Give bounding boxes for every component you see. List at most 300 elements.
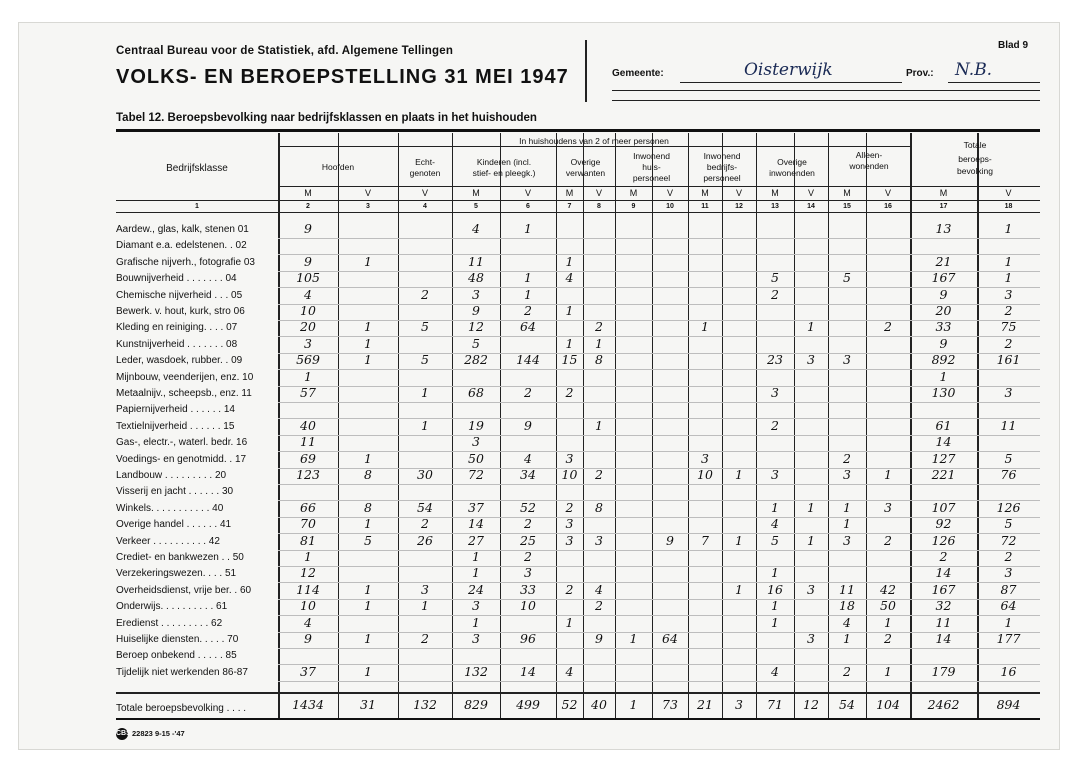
- table-cell: 1: [421, 598, 429, 614]
- table-cell: 2: [595, 467, 603, 482]
- table-cell: 81: [300, 532, 316, 548]
- sex-label: M: [701, 188, 709, 198]
- table-cell: 1: [771, 614, 779, 630]
- sex-label: V: [595, 188, 602, 198]
- sex-label: V: [1005, 188, 1012, 198]
- col-heading-echt2: genoten: [409, 168, 441, 178]
- table-cell: 1: [364, 319, 372, 335]
- table-cell: 64: [520, 319, 536, 335]
- column-number: 10: [666, 203, 674, 210]
- table-cell: 2: [843, 450, 851, 466]
- table-cell: 5: [843, 270, 851, 286]
- table-cell: 1: [364, 581, 372, 597]
- table-cell: 57: [300, 385, 316, 400]
- table-cell: 1: [771, 598, 779, 614]
- form-title: VOLKS- EN BEROEPSTELLING 31 MEI 1947: [116, 66, 569, 88]
- table-cell: 9: [939, 335, 948, 351]
- table-cell: 14: [520, 663, 536, 679]
- column-number: 1: [195, 203, 199, 210]
- total-cell: 829: [464, 697, 488, 712]
- table-cell: 33: [935, 319, 952, 335]
- table-cell: 8: [364, 499, 372, 515]
- table-cell: 1: [565, 253, 574, 269]
- table-cell: 61: [935, 417, 952, 433]
- municipality-value: Oisterwijk: [744, 60, 833, 80]
- row-label: Voedings- en genotmidd. . 17: [116, 453, 247, 465]
- table-cell: 12: [468, 319, 484, 335]
- table-cell: 2: [524, 516, 532, 532]
- table-cell: 2: [771, 417, 779, 433]
- table-cell: 14: [935, 434, 952, 450]
- table-cell: 4: [843, 614, 851, 630]
- sex-label: M: [565, 188, 574, 198]
- total-cell: 31: [360, 697, 376, 712]
- table-cell: 1: [304, 368, 312, 384]
- table-cell: 3: [304, 335, 312, 351]
- table-cell: 144: [516, 352, 540, 368]
- table-cell: 3: [565, 532, 574, 548]
- row-label: Winkels. . . . . . . . . . . 40: [116, 502, 224, 514]
- table-cell: 1: [939, 368, 948, 384]
- table-cell: 132: [464, 663, 488, 679]
- table-cell: 1: [1004, 253, 1013, 269]
- table-cell: 9: [304, 631, 312, 646]
- table-cell: 72: [1000, 532, 1017, 548]
- table-cell: 1: [364, 598, 372, 614]
- total-cell: 71: [767, 697, 783, 712]
- table-cell: 2: [884, 319, 892, 335]
- table-cell: 1: [595, 417, 603, 433]
- table-bottom-rule: [116, 718, 1040, 720]
- table-cell: 50: [880, 598, 896, 614]
- table-cell: 4: [472, 221, 480, 236]
- table-cell: 92: [935, 516, 952, 532]
- table-cell: 66: [300, 499, 316, 515]
- table-cell: 10: [697, 467, 713, 482]
- table-cell: 1: [565, 614, 574, 630]
- table-cell: 69: [300, 450, 316, 466]
- sex-label: V: [524, 188, 531, 198]
- table-cell: 27: [468, 532, 484, 548]
- table-cell: 26: [417, 532, 433, 548]
- table-cell: 14: [935, 565, 952, 581]
- table-cell: 1: [595, 335, 603, 351]
- table-cell: 25: [520, 532, 536, 548]
- total-cell: 1: [629, 697, 638, 712]
- table-cell: 1: [735, 532, 743, 548]
- table-cell: 3: [565, 450, 574, 466]
- table-cell: 52: [520, 499, 536, 515]
- table-cell: 64: [662, 631, 678, 646]
- row-label: Overheidsdienst, vrije ber. . 60: [116, 584, 252, 596]
- table-cell: 177: [996, 631, 1021, 646]
- column-number: 4: [423, 203, 427, 210]
- table-cell: 1: [1004, 614, 1013, 630]
- table-cell: 569: [296, 352, 320, 368]
- column-number: 15: [843, 203, 851, 210]
- table-cell: 3: [843, 532, 851, 548]
- table-cell: 3: [565, 516, 574, 532]
- col-heading-alleen1: Alleen-: [855, 150, 883, 160]
- col-heading-inw1: Overige: [777, 157, 807, 167]
- table-cell: 5: [472, 335, 480, 351]
- province-line: [948, 82, 1040, 83]
- header-divider: [585, 40, 587, 102]
- table-cell: 9: [666, 532, 674, 548]
- table-cell: 3: [843, 352, 851, 368]
- row-rule: [278, 484, 1040, 485]
- table-cell: 1: [884, 614, 892, 630]
- table-cell: 1: [565, 335, 574, 351]
- table-cell: 1: [565, 303, 574, 318]
- table-cell: 11: [1000, 417, 1017, 433]
- column-rule: [722, 133, 723, 718]
- total-cell: 1434: [292, 697, 324, 712]
- table-cell: 3: [1004, 385, 1013, 400]
- organization-name: Centraal Bureau voor de Statistiek, afd. Algemene Tellingen: [116, 45, 454, 57]
- column-number: 5: [474, 203, 478, 210]
- table-cell: 4: [771, 516, 779, 532]
- total-cell: 73: [662, 697, 678, 712]
- totals-label: Totale beroepsbevolking . . . .: [116, 703, 247, 714]
- table-cell: 1: [701, 319, 709, 335]
- table-cell: 32: [935, 598, 952, 614]
- table-cell: 5: [364, 532, 372, 548]
- table-cell: 2: [595, 319, 603, 335]
- table-cell: 1: [304, 549, 312, 564]
- table-cell: 105: [296, 270, 320, 286]
- table-cell: 123: [296, 467, 320, 482]
- table-cell: 2: [1004, 335, 1013, 351]
- table-cell: 24: [468, 581, 484, 597]
- table-cell: 2: [421, 516, 429, 532]
- table-cell: 1: [629, 631, 638, 646]
- table-cell: 4: [304, 614, 312, 630]
- table-cell: 20: [935, 303, 952, 318]
- table-cell: 68: [468, 385, 484, 400]
- sex-label: M: [629, 188, 638, 198]
- table-cell: 37: [468, 499, 484, 515]
- table-cell: 3: [884, 499, 892, 515]
- table-cell: 1: [843, 499, 851, 515]
- table-cell: 4: [771, 663, 779, 679]
- table-cell: 5: [421, 352, 429, 368]
- table-cell: 282: [464, 352, 488, 368]
- table-cell: 3: [472, 598, 480, 614]
- row-label: Crediet- en bankwezen . . 50: [116, 552, 244, 563]
- column-number: 9: [631, 203, 636, 210]
- table-cell: 1: [524, 221, 532, 236]
- column-number: 13: [771, 203, 779, 210]
- col-heading-inw2: inwonenden: [769, 168, 815, 178]
- row-rule: [278, 681, 1040, 682]
- col-heading-tot3: bevolking: [957, 166, 993, 176]
- table-cell: 2: [1004, 303, 1013, 318]
- table-cell: 4: [565, 663, 574, 679]
- header-rule: [612, 90, 1040, 91]
- sex-label: M: [939, 188, 948, 198]
- total-cell: 132: [413, 697, 437, 712]
- table-cell: 3: [771, 467, 779, 482]
- table-cell: 5: [771, 270, 779, 286]
- table-cell: 5: [771, 532, 779, 548]
- table-cell: 19: [468, 417, 484, 433]
- group-heading: In huishoudens van 2 of meer personen: [519, 136, 669, 146]
- table-cell: 23: [767, 352, 783, 368]
- header-rule: [278, 212, 1040, 213]
- table-cell: 7: [701, 532, 709, 548]
- municipality-line: [680, 82, 902, 83]
- table-cell: 2: [524, 385, 532, 400]
- column-number: 16: [884, 203, 892, 210]
- row-label: Bewerk. v. hout, kurk, stro 06: [116, 306, 245, 317]
- table-cell: 16: [1000, 663, 1017, 679]
- table-cell: 2: [595, 598, 603, 614]
- table-cell: 1: [884, 467, 892, 482]
- table-cell: 3: [701, 450, 709, 466]
- col-heading-kind1: Kinderen (incl.: [476, 157, 532, 167]
- table-cell: 221: [931, 467, 956, 482]
- table-cell: 1: [843, 516, 851, 532]
- row-label: Gas-, electr.-, waterl. bedr. 16: [116, 437, 248, 449]
- table-cell: 3: [843, 467, 851, 482]
- cbs-logo-icon: CBS: [116, 728, 128, 740]
- row-label: Kleding en reiniging. . . . 07: [116, 322, 238, 334]
- row-label: Diamant e.a. edelstenen. . 02: [116, 240, 247, 252]
- sex-label: V: [807, 188, 814, 198]
- column-number: 12: [735, 203, 743, 210]
- table-cell: 2: [939, 549, 948, 564]
- row-label: Bouwnijverheid . . . . . . . 04: [116, 273, 237, 285]
- table-cell: 9: [595, 631, 603, 646]
- col-heading-echt1: Echt-: [415, 157, 435, 167]
- row-label: Overige handel . . . . . . 41: [116, 519, 232, 531]
- table-cell: 3: [472, 286, 480, 302]
- row-label: Landbouw . . . . . . . . . 20: [116, 470, 227, 481]
- table-cell: 1: [735, 467, 743, 482]
- table-cell: 1: [421, 417, 429, 433]
- table-cell: 3: [472, 631, 480, 646]
- sex-label: V: [666, 188, 673, 198]
- col-heading-alleen2: wonenden: [849, 161, 889, 171]
- table-cell: 1: [524, 286, 532, 302]
- sheet-number: Blad 9: [998, 40, 1029, 51]
- table-cell: 10: [300, 303, 316, 318]
- table-cell: 34: [520, 467, 536, 482]
- table-cell: 1: [472, 549, 480, 564]
- table-cell: 1: [524, 270, 532, 286]
- table-cell: 8: [364, 467, 372, 482]
- row-label: Onderwijs. . . . . . . . . . 61: [116, 601, 228, 613]
- table-cell: 12: [300, 565, 316, 581]
- table-cell: 3: [472, 434, 480, 450]
- table-cell: 9: [304, 221, 312, 236]
- table-cell: 21: [935, 253, 952, 269]
- table-cell: 2: [524, 549, 532, 564]
- table-cell: 2: [565, 581, 574, 597]
- table-cell: 3: [421, 581, 429, 597]
- table-cell: 10: [520, 598, 536, 614]
- table-cell: 114: [296, 581, 320, 597]
- col-heading-huis2: huis-: [642, 162, 661, 172]
- table-cell: 1: [771, 499, 779, 515]
- header-rule: [116, 212, 278, 213]
- table-cell: 48: [468, 270, 484, 286]
- table-cell: 11: [935, 614, 952, 630]
- row-label: Beroep onbekend . . . . . 85: [116, 650, 237, 662]
- col-heading-bedr2: bedrijfs-: [706, 162, 738, 172]
- sex-label: V: [421, 188, 428, 198]
- province-value: N.B.: [955, 60, 993, 80]
- table-cell: 1: [843, 631, 851, 646]
- col-heading-huis1: Inwonend: [633, 151, 670, 161]
- sex-label: M: [771, 188, 779, 198]
- table-cell: 8: [595, 499, 603, 515]
- table-cell: 130: [931, 385, 956, 400]
- totals-rule: [116, 692, 1040, 694]
- table-cell: 1: [364, 450, 372, 466]
- table-cell: 14: [935, 631, 952, 646]
- sex-label: V: [364, 188, 371, 198]
- row-label: Mijnbouw, veenderijen, enz. 10: [116, 371, 254, 383]
- total-cell: 40: [591, 697, 607, 712]
- column-number: 11: [701, 203, 709, 210]
- row-label: Textielnijverheid . . . . . . 15: [116, 420, 235, 432]
- table-cell: 2: [421, 286, 429, 302]
- table-cell: 1: [472, 565, 480, 581]
- table-cell: 892: [931, 352, 956, 368]
- table-cell: 126: [996, 499, 1021, 515]
- table-cell: 127: [931, 450, 956, 466]
- row-rule: [278, 402, 1040, 403]
- column-number: 2: [306, 203, 310, 210]
- table-cell: 1: [1004, 270, 1013, 286]
- table-cell: 1: [364, 335, 372, 351]
- table-cell: 1: [807, 532, 815, 548]
- row-label: Aardew., glas, kalk, stenen 01: [116, 224, 249, 235]
- table-cell: 1: [364, 352, 372, 368]
- table-title: Tabel 12. Beroepsbevolking naar bedrijfsklassen en plaats in het huishouden: [116, 112, 537, 124]
- table-cell: 40: [300, 417, 316, 433]
- row-rule: [278, 238, 1040, 239]
- table-cell: 76: [1000, 467, 1017, 482]
- table-cell: 2: [524, 303, 532, 318]
- row-label: Chemische nijverheid . . . 05: [116, 289, 243, 301]
- table-cell: 3: [595, 532, 603, 548]
- table-cell: 2: [843, 663, 851, 679]
- col-heading-bedr3: personeel: [703, 173, 741, 183]
- table-cell: 13: [935, 221, 952, 236]
- table-cell: 5: [1004, 516, 1013, 532]
- table-cell: 15: [561, 352, 578, 368]
- table-cell: 3: [1004, 286, 1013, 302]
- row-label: Metaalnijv., scheepsb., enz. 11: [116, 388, 252, 399]
- sex-label: V: [735, 188, 742, 198]
- table-cell: 2: [565, 499, 574, 515]
- table-cell: 11: [468, 253, 484, 269]
- column-number: 18: [1004, 203, 1013, 210]
- table-cell: 161: [996, 352, 1021, 368]
- total-cell: 894: [996, 697, 1021, 712]
- table-cell: 4: [595, 581, 603, 597]
- table-cell: 3: [524, 565, 532, 581]
- table-cell: 167: [931, 270, 956, 286]
- col-heading-verw2: verwanten: [565, 168, 606, 178]
- table-cell: 1: [1004, 221, 1013, 236]
- total-cell: 12: [803, 697, 819, 712]
- table-cell: 33: [520, 581, 536, 597]
- table-cell: 1: [884, 663, 892, 679]
- table-cell: 9: [524, 417, 532, 433]
- row-label: Eredienst . . . . . . . . . 62: [116, 617, 223, 629]
- table-cell: 70: [300, 516, 316, 532]
- row-label: Tijdelijk niet werkenden 86-87: [116, 666, 248, 678]
- table-cell: 54: [417, 499, 433, 515]
- table-top-rule: [116, 129, 1040, 132]
- total-cell: 104: [876, 697, 900, 712]
- table-cell: 1: [735, 581, 743, 597]
- col-heading-bedrijfsklasse: Bedrijfsklasse: [166, 163, 228, 174]
- table-cell: 3: [807, 581, 815, 597]
- total-cell: 499: [516, 697, 540, 712]
- col-heading-huis3: personeel: [632, 173, 671, 183]
- row-label: Kunstnijverheid . . . . . . . 08: [116, 338, 238, 350]
- table-cell: 9: [939, 286, 948, 302]
- group-header-rule: [278, 146, 910, 147]
- table-cell: 87: [1000, 581, 1017, 597]
- total-cell: 3: [735, 697, 743, 712]
- table-cell: 1: [421, 385, 429, 400]
- col-heading-kind2: stief- en pleegk.): [472, 168, 536, 178]
- table-cell: 1: [472, 614, 480, 630]
- column-rule: [688, 133, 689, 718]
- table-cell: 11: [839, 581, 855, 597]
- row-label: Verzekeringswezen. . . . 51: [116, 568, 237, 580]
- table-cell: 75: [1000, 319, 1017, 335]
- table-cell: 1: [364, 516, 372, 532]
- header-rule: [116, 200, 278, 201]
- table-cell: 1: [771, 565, 779, 581]
- municipality-label: Gemeente:: [612, 68, 664, 79]
- header-rule: [278, 186, 1040, 187]
- table-cell: 64: [1000, 598, 1017, 614]
- column-number: 7: [567, 203, 572, 210]
- table-cell: 1: [364, 663, 372, 679]
- table-cell: 8: [595, 352, 603, 368]
- table-cell: 30: [417, 467, 433, 482]
- table-cell: 5: [421, 319, 429, 335]
- table-cell: 1: [364, 253, 372, 269]
- table-cell: 1: [807, 319, 815, 335]
- col-heading-hoofden: Hoofden: [321, 162, 355, 172]
- sex-label: M: [472, 188, 480, 198]
- header-rule: [612, 100, 1040, 101]
- province-label: Prov.:: [906, 68, 934, 79]
- column-number: 6: [526, 203, 530, 210]
- table-cell: 5: [1004, 450, 1013, 466]
- row-label: Leder, wasdoek, rubber. . 09: [116, 355, 243, 367]
- table-cell: 3: [1004, 565, 1013, 581]
- table-cell: 167: [931, 581, 956, 597]
- col-heading-verw1: Overige: [570, 157, 601, 167]
- row-label: Verkeer . . . . . . . . . . 42: [116, 535, 220, 547]
- table-cell: 3: [807, 352, 815, 368]
- form-code: 22823 9-15 -'47: [132, 729, 185, 738]
- table-cell: 10: [561, 467, 578, 482]
- table-cell: 11: [300, 434, 316, 450]
- table-cell: 9: [472, 303, 480, 318]
- table-cell: 2: [421, 631, 429, 646]
